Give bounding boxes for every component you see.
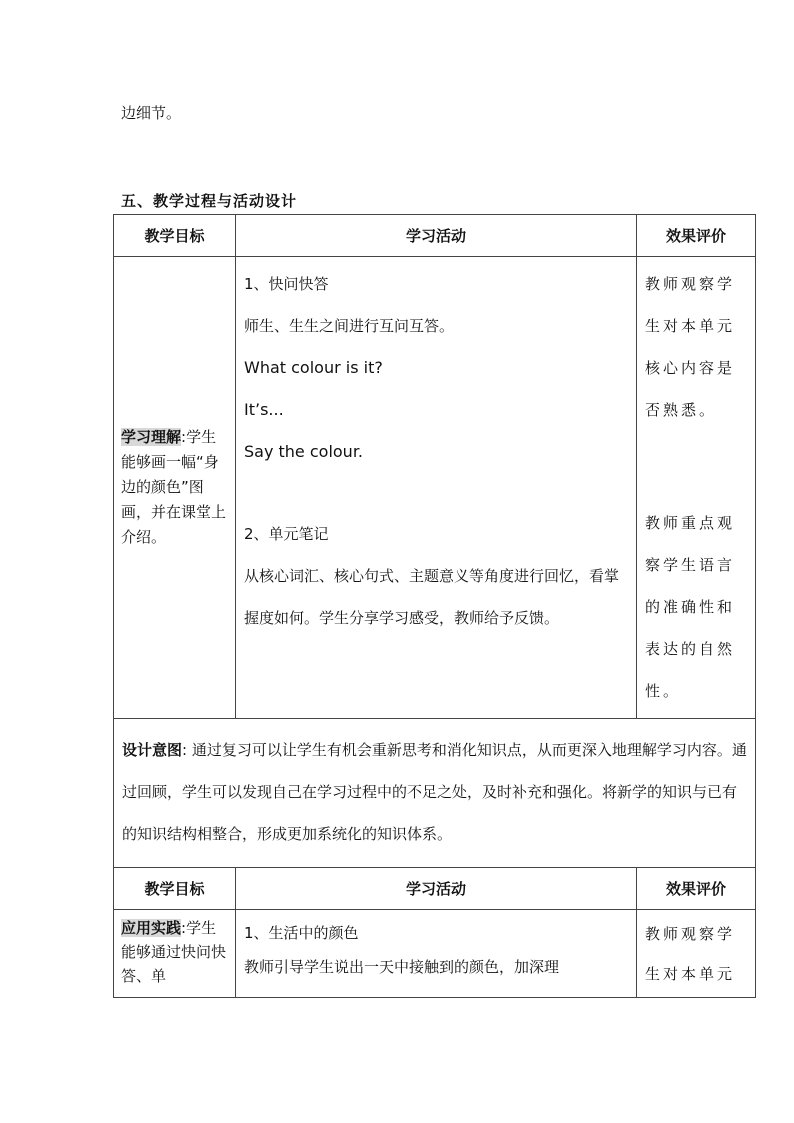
design-intent-label: 设计意图 (122, 741, 183, 759)
activity-2-title: 2、单元笔记 (244, 525, 329, 543)
eval-cell-2 (637, 910, 756, 998)
header-activity: 学习活动 (236, 215, 637, 257)
table-row (114, 910, 756, 998)
activity-2-1-desc: 教师引导学生说出一天中接触到的颜色，加深理 (244, 958, 560, 976)
activity-1-title: 1、快问快答 (244, 275, 329, 293)
design-intent-cell (114, 719, 756, 868)
activity-cell (236, 257, 637, 719)
header-eval-2: 效果评价 (637, 868, 756, 910)
table-header-row-2 (114, 868, 756, 910)
activity-cell-2 (236, 910, 637, 998)
eval-2: 教师重点观察学生语言的准确性和表达的自然性。 (645, 514, 736, 700)
activity-1-desc: 师生、生生之间进行互问互答。 (244, 317, 455, 335)
eval-1: 教师观察学生对本单元核心内容是否熟悉。 (645, 275, 736, 419)
table-header-row (114, 215, 756, 257)
activity-2-1-title: 1、生活中的颜色 (244, 924, 359, 942)
goal-label: 学习理解 (121, 428, 182, 446)
activity-1-english-3: Say the colour. (244, 442, 364, 461)
eval-2-1: 教师观察学生对本单元 (645, 925, 736, 983)
goal-cell (114, 257, 236, 719)
activity-1-english-1: What colour is it? (244, 358, 383, 377)
design-intent-row (114, 719, 756, 868)
header-activity-2: 学习活动 (236, 868, 637, 910)
eval-cell (637, 257, 756, 719)
goal-label-2: 应用实践 (121, 919, 182, 937)
teaching-process-table (113, 214, 756, 998)
goal-text: :学生能够画一幅“身边的颜色”图画，并在课堂上介绍。 (121, 428, 227, 546)
previous-page-text: 边细节。 (121, 104, 182, 122)
goal-cell-2 (114, 910, 236, 998)
header-goal-2: 教学目标 (114, 868, 236, 910)
design-intent-text: : 通过复习可以让学生有机会重新思考和消化知识点，从而更深入地理解学习内容。通过回顾，学生可以发现自己在学习过程中的不足之处，及时补充和强化。将新学的知识与已有的知识结构相整合，形成更加系统化的知识体系。 (122, 741, 747, 843)
header-eval: 效果评价 (637, 215, 756, 257)
activity-2-desc: 从核心词汇、核心句式、主题意义等角度进行回忆，看掌握度如何。学生分享学习感受，教师给予反馈。 (244, 567, 620, 627)
table-row (114, 257, 756, 719)
activity-1-english-2: It’s... (244, 400, 284, 419)
goal-text-2: :学生能够通过快问快答、单 (121, 919, 227, 985)
section-title: 五、教学过程与活动设计 (121, 192, 298, 210)
header-goal: 教学目标 (114, 215, 236, 257)
